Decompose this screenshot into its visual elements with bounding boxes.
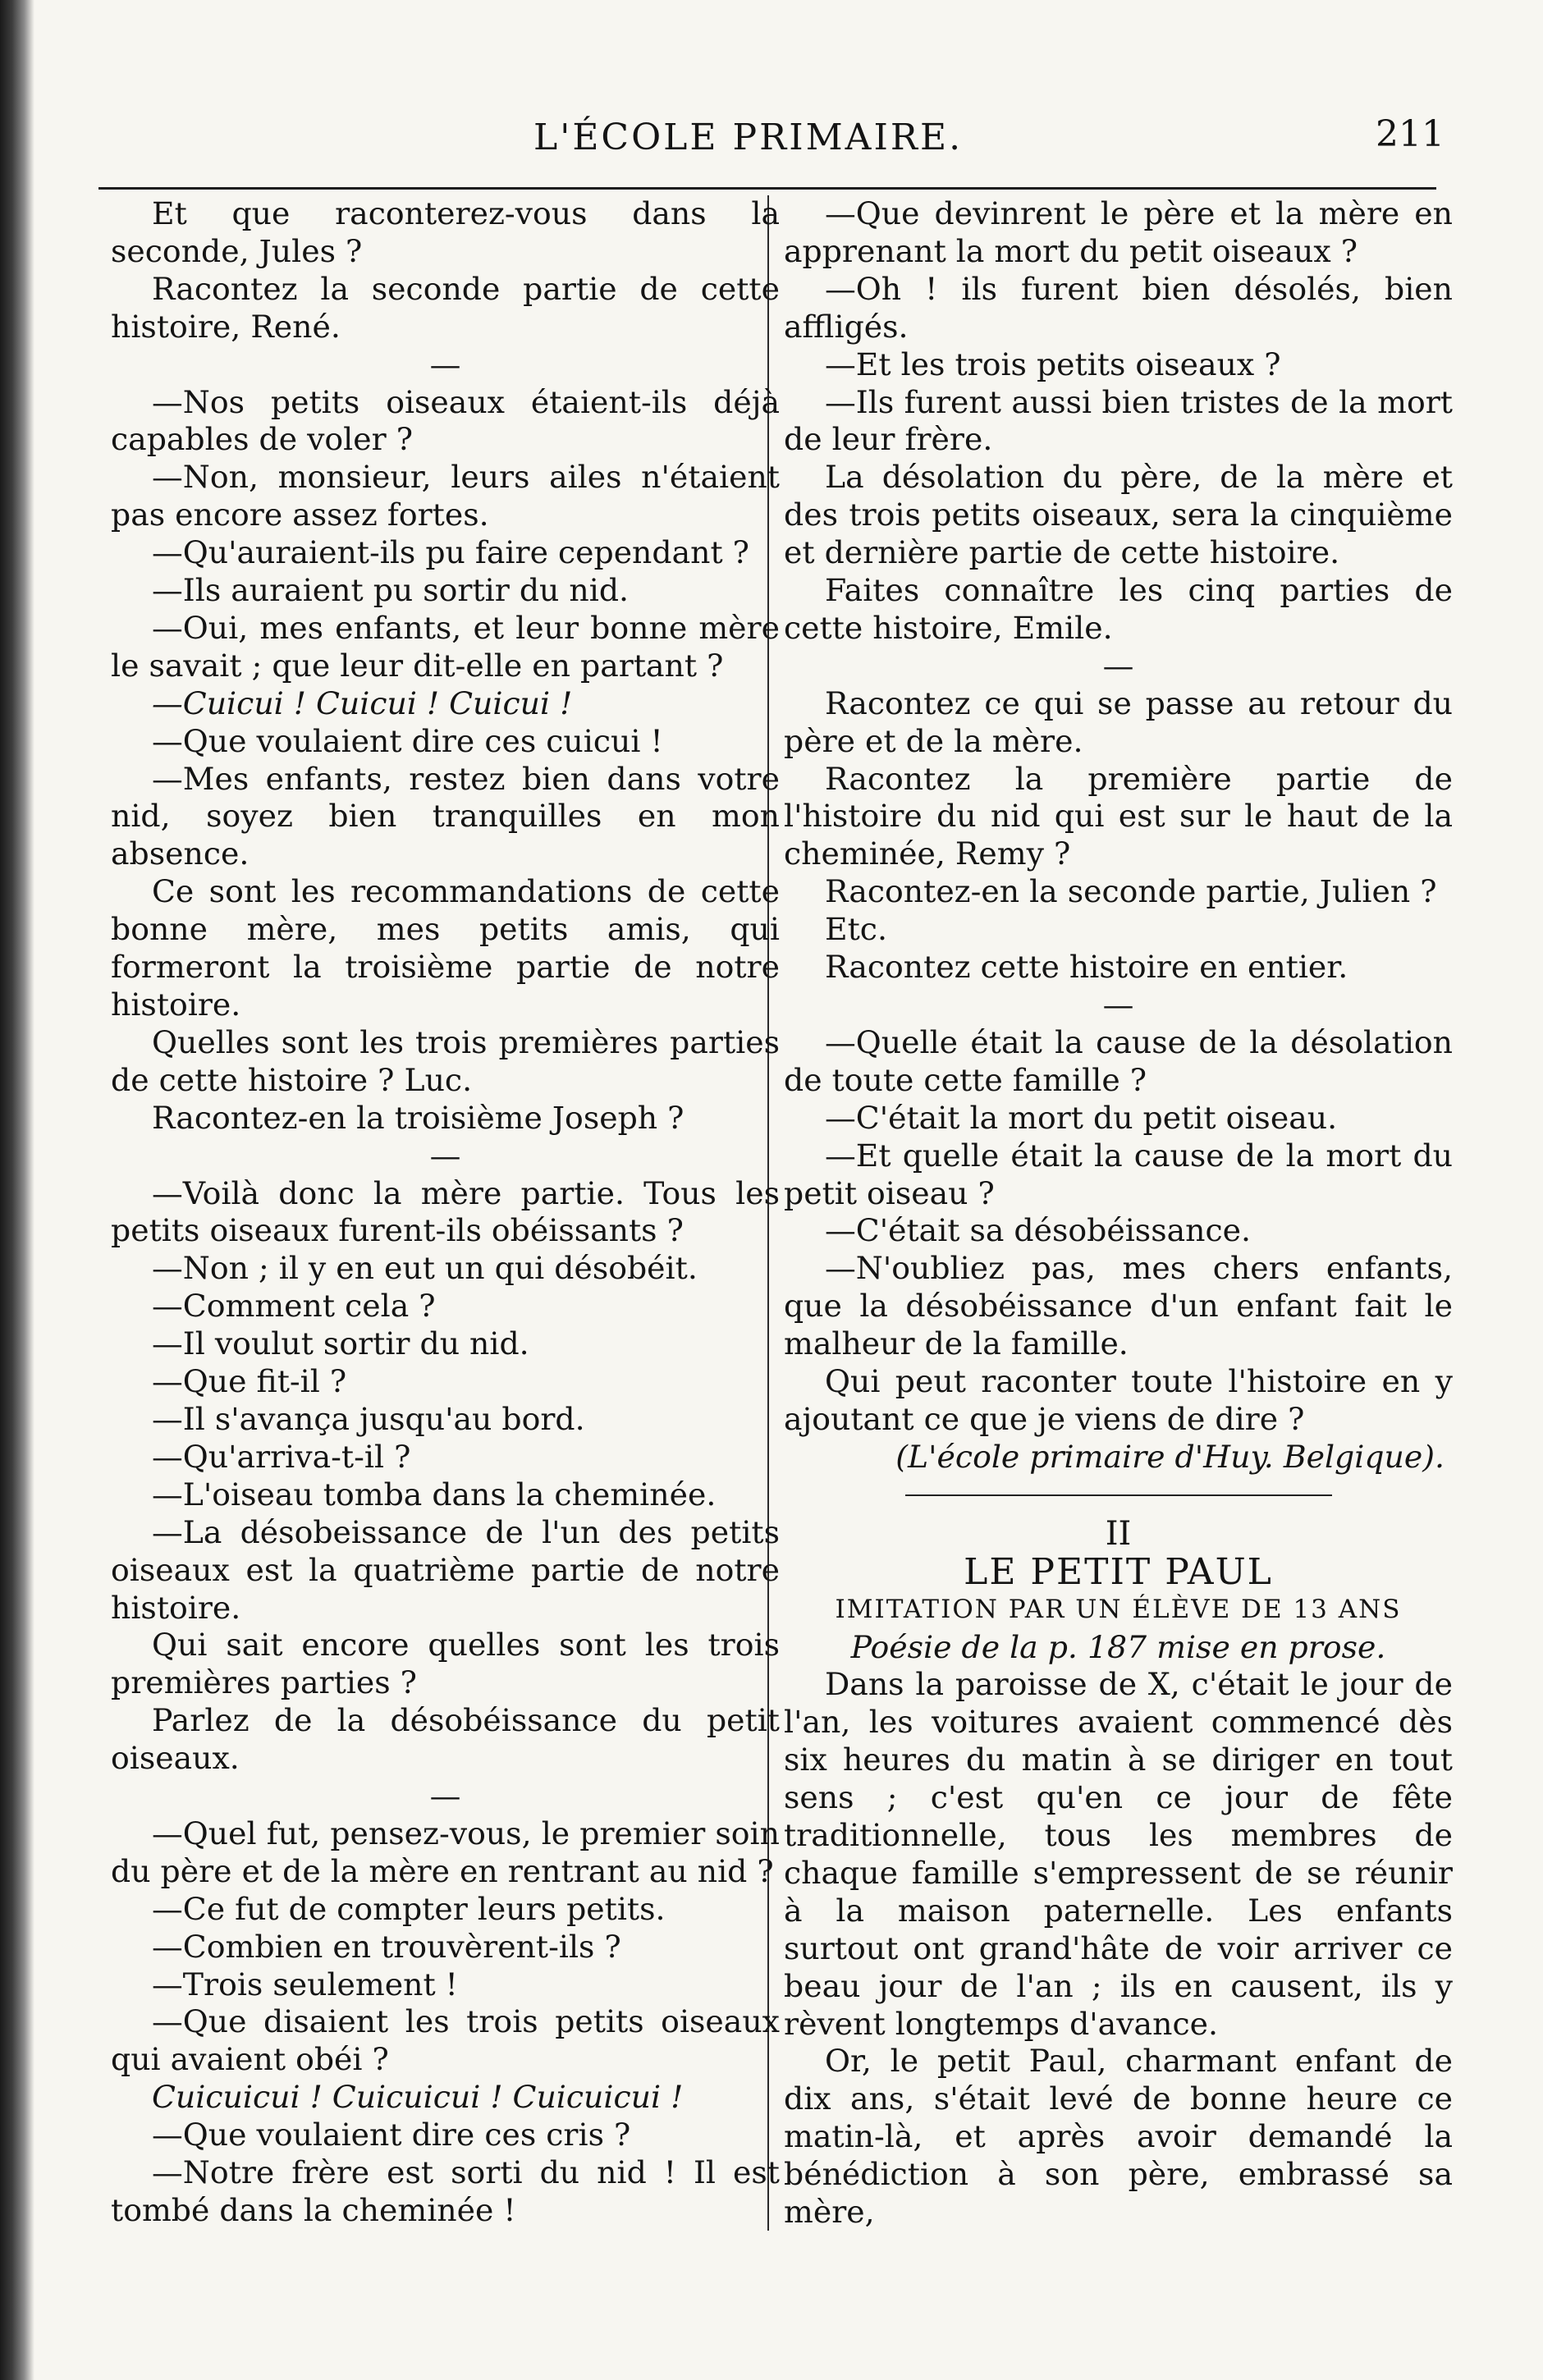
page-header [107, 98, 1445, 172]
paragraph: —Que fit-il ? [152, 1363, 347, 1400]
paragraph: Racontez la seconde partie de cette histoire, René. [111, 270, 780, 345]
paragraph [111, 2079, 780, 2117]
paragraph: —Que voulaient dire ces cuicui ! [152, 722, 663, 759]
paragraph: —Non ; il y en eut un qui désobéit. [152, 1250, 698, 1287]
italic-cry: —Cuicui ! Cuicui ! Cuicui ! [152, 684, 573, 721]
paragraph: —Mes enfants, restez bien dans votre nid, soyez bien tranquilles en mon absence. [111, 760, 780, 872]
paragraph: Et que raconterez-vous dans la seconde, Jules ? [111, 195, 780, 269]
left-column [111, 195, 780, 2230]
paragraph: —Trois seulement ! [152, 1966, 458, 2002]
paragraph: Racontez-en la seconde partie, Julien ? [825, 873, 1437, 910]
paragraph: —Non, monsieur, leurs ailes n'étaient pas encore assez fortes. [111, 459, 780, 533]
section-dash: — [1102, 647, 1134, 684]
section-title: LE PETIT PAUL [964, 1550, 1273, 1593]
paragraph: Qui peut raconter toute l'histoire en y ajoutant ce que je viens de dire ? [784, 1363, 1453, 1437]
paragraph: —Notre frère est sorti du nid ! Il est tombé dans la cheminée ! [111, 2154, 780, 2228]
source-citation-text: (L'école primaire d'Huy. Belgique). [895, 1438, 1445, 1475]
paragraph: —Qu'auraient-ils pu faire cependant ? [152, 534, 749, 571]
paragraph [111, 685, 780, 723]
paragraph: —N'oubliez pas, mes chers enfants, que la désobéissance d'un enfant fait le malheur de la famille. [784, 1250, 1453, 1362]
section-subtitle: IMITATION PAR UN ÉLÈVE DE 13 ANS [835, 1594, 1402, 1624]
running-title: L'ÉCOLE PRIMAIRE. [533, 117, 964, 158]
right-column [784, 195, 1453, 2231]
section-rule [905, 1494, 1332, 1496]
header-rule [98, 187, 1436, 190]
paragraph: —L'oiseau tomba dans la cheminée. [152, 1476, 717, 1513]
paragraph: —Il voulut sortir du nid. [152, 1325, 529, 1362]
section-dash: — [429, 346, 461, 382]
paragraph: Ce sont les recommandations de cette bonne mère, mes petits amis, qui formeront la troisième partie de notre histoire. [111, 873, 780, 1023]
section-number: II [1105, 1514, 1132, 1553]
section-dash: — [429, 1137, 461, 1174]
paragraph: Etc. [825, 911, 887, 948]
paragraph: —Oui, mes enfants, et leur bonne mère le savait ; que leur dit-elle en partant ? [111, 609, 780, 684]
paragraph: Parlez de la désobéissance du petit oiseaux. [111, 1702, 780, 1777]
paragraph: —C'était sa désobéissance. [825, 1212, 1252, 1249]
paragraph: —Il s'avança jusqu'au bord. [152, 1400, 585, 1437]
paragraph: —C'était la mort du petit oiseau. [825, 1099, 1338, 1136]
paragraph: —Qu'arriva-t-il ? [152, 1438, 411, 1475]
page-number: 211 [1376, 113, 1445, 155]
paragraph: La désolation du père, de la mère et des trois petits oiseaux, sera la cinquième et dernière partie de cette histoire. [784, 459, 1453, 571]
paragraph: —Que voulaient dire ces cris ? [152, 2117, 631, 2153]
paragraph: —Que devinrent le père et la mère en apprenant la mort du petit oiseaux ? [784, 195, 1453, 269]
paragraph: —Ils auraient pu sortir du nid. [152, 572, 630, 609]
section-dash: — [1102, 986, 1134, 1023]
paragraph: —Ce fut de compter leurs petits. [152, 1890, 666, 1927]
paragraph: Racontez la première partie de l'histoire du nid qui est sur le haut de la cheminée, Remy ? [784, 760, 1453, 872]
paragraph: Quelles sont les trois premières parties de cette histoire ? Luc. [111, 1023, 780, 1098]
paragraph: Faites connaître les cinq parties de cette histoire, Emile. [784, 572, 1453, 646]
paragraph: —Comment cela ? [152, 1288, 436, 1325]
paragraph: Qui sait encore quelles sont les trois premières parties ? [111, 1627, 780, 1701]
section-dash: — [429, 1778, 461, 1815]
paragraph: Racontez ce qui se passe au retour du père et de la mère. [784, 684, 1453, 759]
section-note: Poésie de la p. 187 mise en prose. [850, 1628, 1386, 1665]
paragraph: —Combien en trouvèrent-ils ? [152, 1928, 621, 1965]
source-citation [784, 1439, 1453, 1476]
paragraph: —Nos petits oiseaux étaient-ils déjà capables de voler ? [111, 383, 780, 458]
paragraph: Dans la paroisse de X, c'était le jour de l'an, les voitures avaient commencé dès six heures du matin à se diriger en tout sens ; c'est qu'en ce jour de fête traditionnelle, tous les membres de chaque famille s'empressent de se réunir à la maison paternelle. Les enfants surtout ont grand'hâte de voir arriver ce beau jour de l'an ; ils en causent, ils y rèvent longtemps d'avance. [784, 1666, 1453, 2042]
paragraph: —Oh ! ils furent bien désolés, bien affligés. [784, 270, 1453, 345]
paragraph: Racontez cette histoire en entier. [825, 949, 1348, 986]
paragraph: —Et les trois petits oiseaux ? [825, 346, 1281, 382]
paragraph: —Voilà donc la mère partie. Tous les petits oiseaux furent-ils obéissants ? [111, 1174, 780, 1249]
paragraph: —Quelle était la cause de la désolation de toute cette famille ? [784, 1023, 1453, 1098]
paragraph: —Que disaient les trois petits oiseaux qui avaient obéi ? [111, 2003, 780, 2078]
paragraph: —Et quelle était la cause de la mort du petit oiseau ? [784, 1137, 1453, 1211]
page-edge-shadow [0, 0, 34, 2380]
paragraph: —La désobeissance de l'un des petits oiseaux est la quatrième partie de notre histoire. [111, 1513, 780, 1626]
italic-cry: Cuicuicui ! Cuicuicui ! Cuicuicui ! [152, 2079, 684, 2116]
paragraph: Racontez-en la troisième Joseph ? [152, 1099, 685, 1136]
paragraph: Or, le petit Paul, charmant enfant de dix ans, s'était levé de bonne heure ce matin-là, et après avoir demandé la bénédiction à son père, embrassé sa mère, [784, 2043, 1453, 2231]
paragraph: —Ils furent aussi bien tristes de la mort de leur frère. [784, 383, 1453, 458]
paragraph: —Quel fut, pensez-vous, le premier soin du père et de la mère en rentrant au nid ? [111, 1815, 780, 1889]
